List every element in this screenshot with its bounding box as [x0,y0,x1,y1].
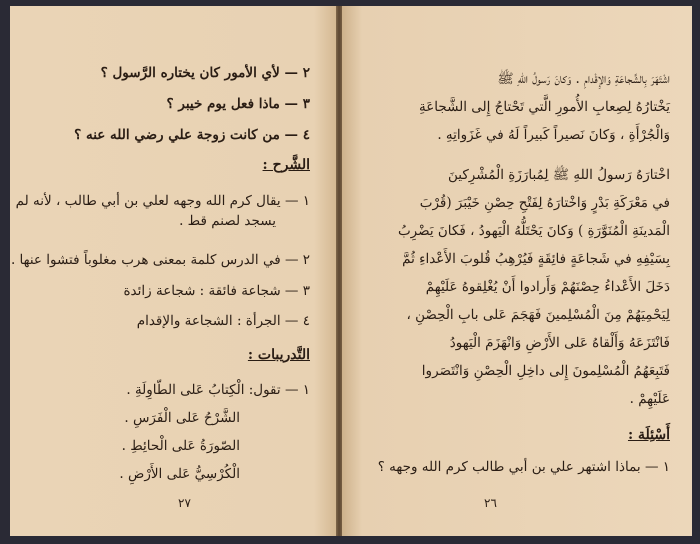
exercise-2: الشَّرْحُ عَلى الْفَرَسِ . [124,410,240,426]
question-2: ٢ — لأي الأمور كان يختاره الرَّسول ؟ [100,65,310,81]
question-3: ٣ — ماذا فعل يوم خيبر ؟ [166,96,310,112]
right-page [342,6,692,536]
explanation-1-cont: يسجد لصنم قط . [179,213,276,229]
paragraph2-line1: اخْتارَهُ رَسولُ اللهِ ﷺ لِمُبارَزَةِ الْمُشْرِكينَ [448,167,670,183]
exercise-1: ١ — تقول: الْكِتابُ عَلى الطّاوِلَةِ . [126,382,310,398]
paragraph1-line3: وَالْجُرْأَةِ ، وَكانَ نَصيراً كَبيراً لَهُ في غَزَواتِهِ . [437,127,670,143]
paragraph1-line1: اشْتَهَرَ بِالشَّجاعَةِ وَالإِقْدامِ . وَكانَ رَسولُ اللهِ ﷺ [497,71,670,87]
paragraph2-line9: عَلَيْهِمْ . [629,391,670,407]
paragraph1-line2: يَخْتارُهُ لِصِعابِ الأُمورِ الَّتي تَحْتاجُ إِلى الشَّجاعَةِ [418,99,670,115]
paragraph2-line3: الْمَدينَةِ الْمُنَوَّرَةِ ) وَكانَ يَحْتَلُّهُ الْيَهودُ ، فَكانَ يَضْرِبُ [397,223,670,239]
question-4: ٤ — من كانت زوجة علي رضي الله عنه ؟ [74,127,310,143]
paragraph2-line4: بِسَيْفِهِ في شَجاعَةٍ فائِقَةٍ فَيُرْهِبُ قُلوبَ الأَعْداءِ ثُمَّ [402,251,670,267]
explanation-2: ٢ — في الدرس كلمة بمعنى هرب مغلوباً فتشوا عنها . [10,252,310,268]
paragraph2-line7: فَانْتَزَعَهُ وَأَلْقاهُ عَلى الأَرْضِ وَانْهَزَمَ الْيَهودُ [449,335,670,351]
exercise-3: الصّورَةُ عَلى الْحائِطِ . [121,438,240,454]
explanation-3: ٣ — شجاعة فائقة : شجاعة زائدة [123,283,310,299]
paragraph2-line2: في مَعْرَكَةِ بَدْرٍ وَاخْتارَهُ لِفَتْحِ حِصْنِ خَيْبَرَ (قُرْبَ [419,195,670,211]
explanation-4: ٤ — الجرأة : الشجاعة والإقدام [136,313,310,329]
paragraph2-line6: لِيَحْمِيَهُمْ مِنَ الْمُسْلِمينَ فَهَجَمَ عَلى بابِ الْحِصْنِ ، [406,307,670,323]
page-number-right: ٢٦ [484,496,497,510]
questions-heading: أَسْئِلَة : [627,427,670,443]
paragraph2-line5: دَخَلَ الأَعْداءُ حِصْنَهُمْ وَأَرادوا أَنْ يُغْلِقوهُ عَلَيْهِمْ [425,279,670,295]
explanation-1: ١ — يقال كرم الله وجهه لعلي بن أبي طالب ، لأنه لم [15,193,310,209]
page-number-left: ٢٧ [178,496,191,510]
paragraph2-line8: فَتَبِعَهُمُ الْمُسْلِمونَ إِلى داخِلِ الْحِصْنِ وَانْتَصَروا [421,363,670,379]
explanation-heading: الشَّرح : [262,157,310,173]
exercises-heading: التَّدريبات : [247,347,310,363]
left-page [10,6,336,536]
question-1: ١ — بماذا اشتهر علي بن أبي طالب كرم الله وجهه ؟ [377,459,670,475]
exercise-4: الْكُرْسِيُّ عَلى الأَرْضِ . [119,466,240,482]
